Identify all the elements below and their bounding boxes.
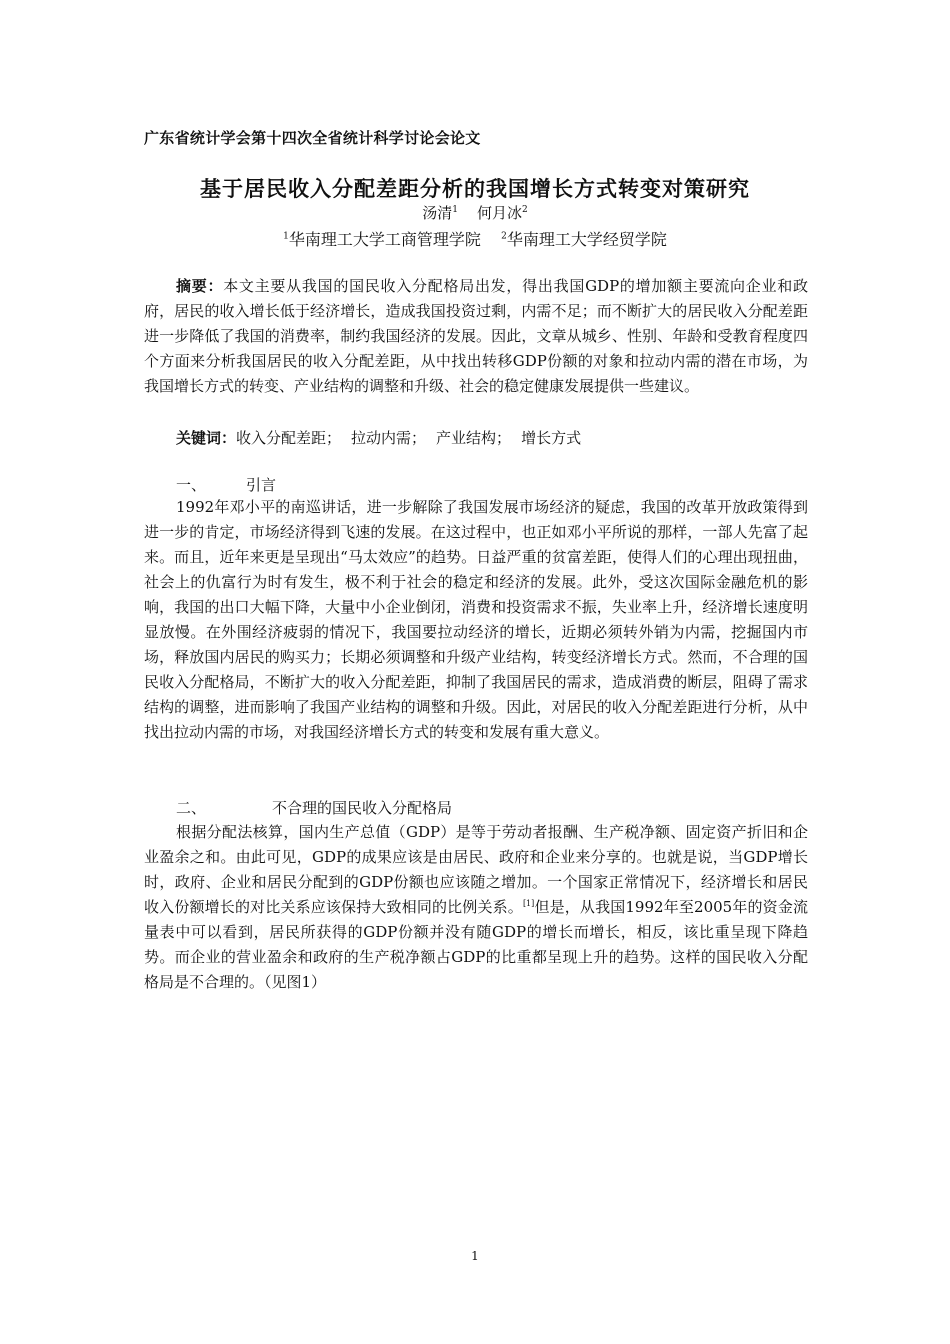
affiliation-superscript: 2 <box>501 231 507 242</box>
body-paragraph <box>144 495 808 745</box>
section-number: 一、 <box>176 476 207 494</box>
author-name: 汤清 <box>422 204 453 222</box>
body-paragraph <box>144 820 808 995</box>
page-number: 1 <box>471 1249 479 1263</box>
author-name: 何月冰 <box>477 204 523 222</box>
section-heading <box>176 797 452 818</box>
affiliation-superscript: 1 <box>283 231 289 242</box>
author-line <box>0 202 950 223</box>
section-title: 不合理的国民收入分配格局 <box>272 799 453 817</box>
conference-header: 广东省统计学会第十四次全省统计科学讨论会论文 <box>144 129 481 147</box>
affiliation-name: 华南理工大学工商管理学院 <box>288 230 481 249</box>
paragraph-text: 但是，从我国1992年至2005年的资金流量表中可以看到，居民所获得的GDP份额并没有随GDP的增长而增长，相反，该比重呈现下降趋势。而企业的营业盈余和政府的生产税净额占GDP的比重都呈现上升的趋势。这样的国民收入分配格局是不合理的。（见图1） <box>144 898 808 991</box>
section-number: 二、 <box>176 799 207 817</box>
keywords-label: 关键词： <box>176 429 237 447</box>
section-heading <box>176 474 276 495</box>
keyword: 拉动内需； <box>351 429 427 447</box>
abstract-label: 摘要： <box>176 277 224 295</box>
author-superscript: 2 <box>522 205 528 215</box>
citation-marker: [1] <box>522 899 535 908</box>
affiliation-line <box>0 227 950 250</box>
abstract-text: 本文主要从我国的国民收入分配格局出发，得出我国GDP的增加额主要流向企业和政府，居民的收入增长低于经济增长，造成我国投资过剩，内需不足；而不断扩大的居民收入分配差距进一步降低了我国的消费率，制约我国经济的发展。因此，文章从城乡、性别、年龄和受教育程度四个方面来分析我国居民的收入分配差距，从中找出转移GDP份额的对象和拉动内需的潜在市场，为我国增长方式的转变、产业结构的调整和升级、社会的稳定健康发展提供一些建议。 <box>144 277 808 395</box>
keyword: 产业结构； <box>436 429 512 447</box>
paragraph-text: 根据分配法核算，国内生产总值（GDP）是等于劳动者报酬、生产税净额、固定资产折旧和企业盈余之和。由此可见，GDP的成果应该是由居民、政府和企业来分享的。也就是说，当GDP增长时，政府、企业和居民分配到的GDP份额也应该随之增加。一个国家正常情况下，经济增长和居民收入份额增长的对比关系应该保持大致相同的比例关系。 <box>144 823 808 916</box>
keyword: 增长方式 <box>521 429 582 447</box>
paragraph-text: 1992年邓小平的南巡讲话，进一步解除了我国发展市场经济的疑虑，我国的改革开放政策得到进一步的肯定，市场经济得到飞速的发展。在这过程中，也正如邓小平所说的那样，一部人先富了起来。而且，近年来更是呈现出“马太效应”的趋势。日益严重的贫富差距，使得人们的心理出现扭曲，社会上的仇富行为时有发生，极不利于社会的稳定和经济的发展。此外，受这次国际金融危机的影响，我国的出口大幅下降，大量中小企业倒闭，消费和投资需求不振，失业率上升，经济增长速度明显放慢。在外围经济疲弱的情况下，我国要拉动经济的增长，近期必须转外销为内需，挖掘国内市场，释放国内居民的购买力；长期必须调整和升级产业结构，转变经济增长方式。然而，不合理的国民收入分配格局，不断扩大的收入分配差距，抑制了我国居民的需求，造成消费的断层，阻碍了需求结构的调整，进而影响了我国产业结构的调整和升级。因此，对居民的收入分配差距进行分析，从中找出拉动内需的市场，对我国经济增长方式的转变和发展有重大意义。 <box>144 498 808 741</box>
keyword: 收入分配差距； <box>236 429 342 447</box>
author-superscript: 1 <box>452 205 458 215</box>
section-title: 引言 <box>246 476 277 494</box>
paper-title: 基于居民收入分配差距分析的我国增长方式转变对策研究 <box>200 176 750 201</box>
affiliation-name: 华南理工大学经贸学院 <box>506 230 667 249</box>
keywords <box>144 426 808 451</box>
abstract <box>144 274 808 399</box>
